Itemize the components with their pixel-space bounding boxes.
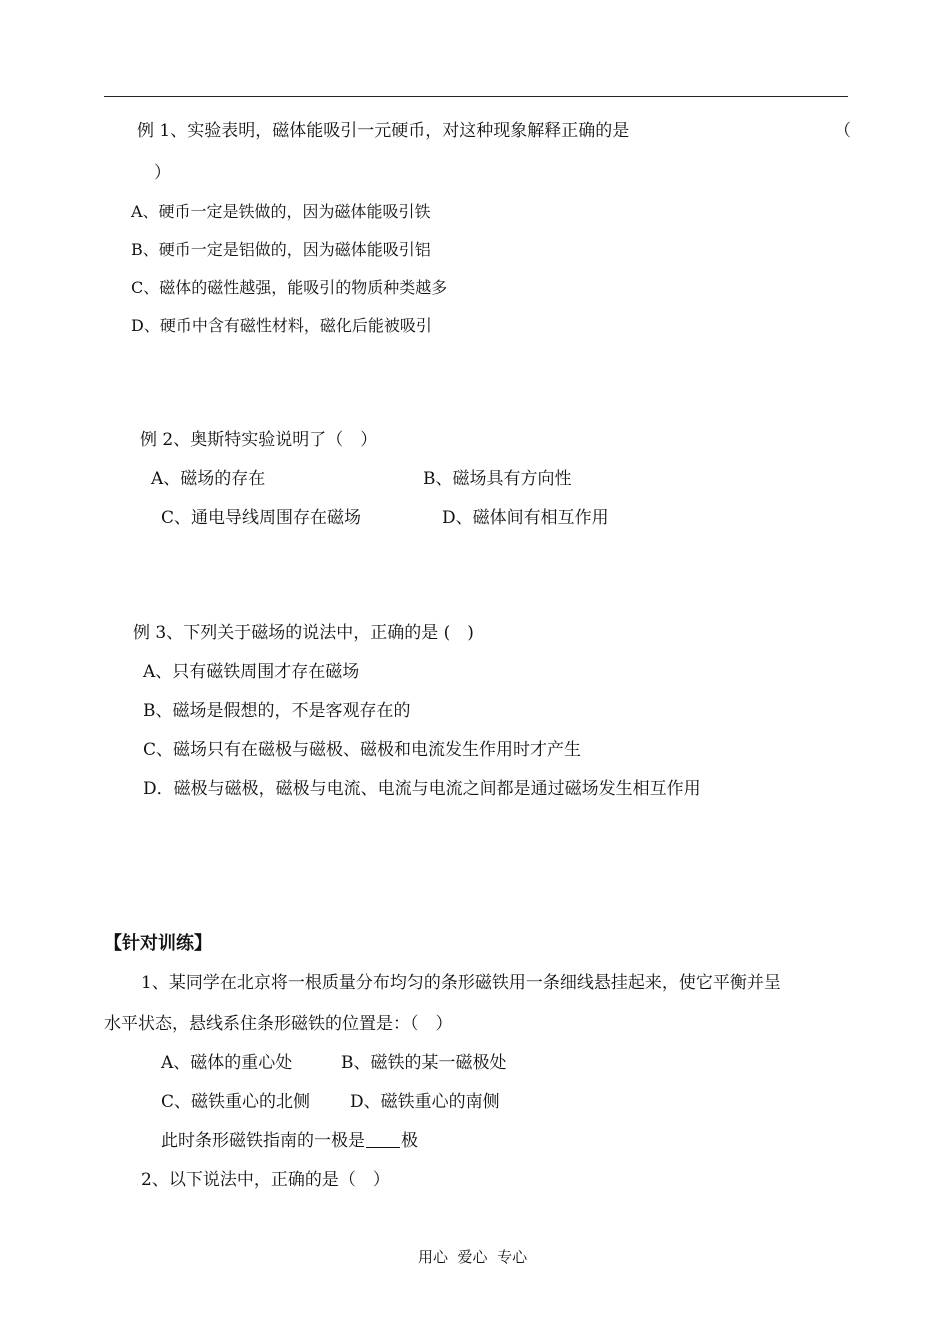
ex3-question: 例 3、下列关于磁场的说法中，正确的是 ( ): [133, 623, 474, 643]
practice-q2: 2、以下说法中，正确的是（ ）: [141, 1170, 390, 1190]
ex3-option-d: D．磁极与磁极，磁极与电流、电流与电流之间都是通过磁场发生相互作用: [143, 779, 701, 799]
ex2-option-b: B、磁场具有方向性: [423, 469, 572, 489]
practice-q1-option-c: C、磁铁重心的北侧: [161, 1092, 311, 1112]
ex2-option-d: D、磁体间有相互作用: [442, 508, 609, 528]
ex3-option-c: C、磁场只有在磁极与磁极、磁极和电流发生作用时才产生: [143, 740, 582, 760]
ex1-paren-open: （: [834, 121, 851, 141]
ex2-option-c: C、通电导线周围存在磁场: [161, 508, 362, 528]
ex2-question: 例 2、奥斯特实验说明了（ ）: [140, 430, 378, 450]
fill-text-after: 极: [401, 1131, 418, 1151]
ex1-option-c: C、磁体的磁性越强，能吸引的物质种类越多: [131, 278, 448, 297]
practice-q1-fill: [161, 1130, 418, 1152]
ex3-option-a: A、只有磁铁周围才存在磁场: [143, 662, 360, 682]
answer-blank[interactable]: [366, 1131, 400, 1148]
practice-q1-line1: 1、某同学在北京将一根质量分布均匀的条形磁铁用一条细线悬挂起来，使它平衡并呈: [141, 973, 781, 993]
practice-q1-option-d: D、磁铁重心的南侧: [350, 1092, 500, 1112]
page-footer: 用心 爱心 专心: [418, 1248, 528, 1266]
header-rule: [104, 96, 848, 97]
ex1-option-b: B、硬币一定是铝做的，因为磁体能吸引铝: [131, 240, 431, 259]
practice-heading: 【针对训练】: [104, 933, 212, 954]
ex2-option-a: A、磁场的存在: [151, 469, 266, 489]
ex3-option-b: B、磁场是假想的，不是客观存在的: [143, 701, 411, 721]
ex1-option-a: A、硬币一定是铁做的，因为磁体能吸引铁: [131, 202, 431, 221]
fill-text-before: 此时条形磁铁指南的一极是: [161, 1131, 365, 1151]
practice-q1-option-a: A、磁体的重心处: [161, 1053, 293, 1073]
practice-q1-line2: 水平状态，悬线系住条形磁铁的位置是：（ ）: [104, 1014, 453, 1034]
ex1-question: 例 1、实验表明，磁体能吸引一元硬币，对这种现象解释正确的是: [137, 121, 630, 141]
ex1-paren-close: ）: [154, 163, 171, 183]
ex1-option-d: D、硬币中含有磁性材料，磁化后能被吸引: [131, 316, 432, 335]
practice-q1-option-b: B、磁铁的某一磁极处: [341, 1053, 507, 1073]
